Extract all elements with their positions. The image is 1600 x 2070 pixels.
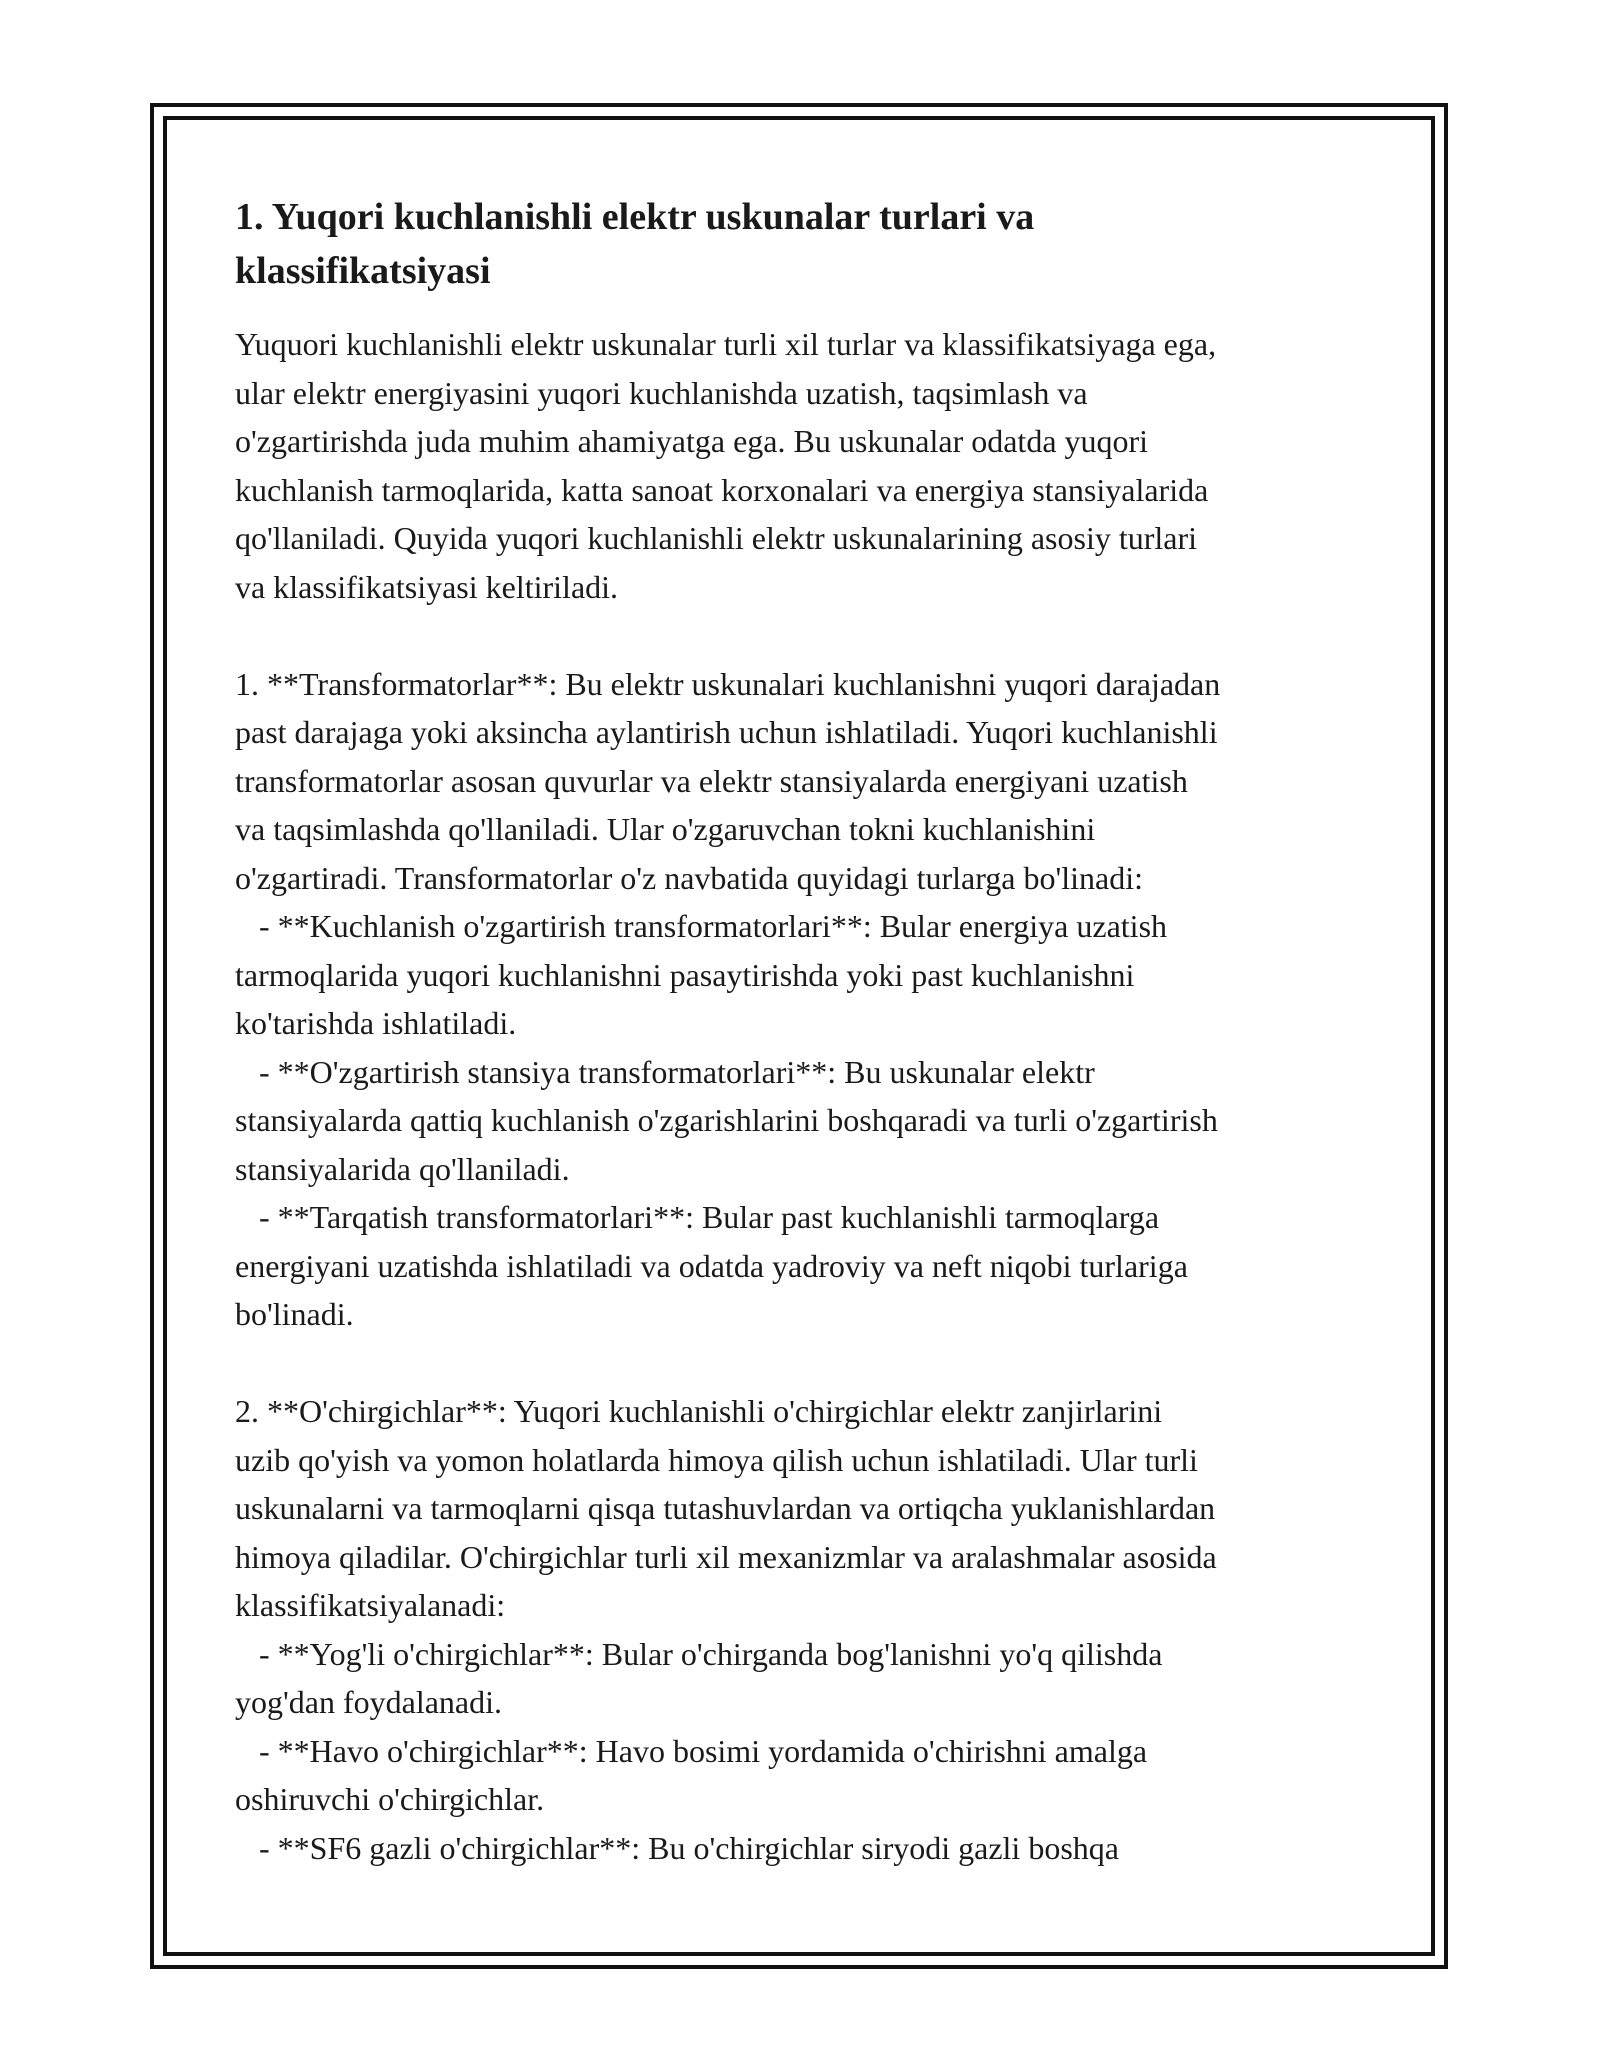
text-line: uskunalarni va tarmoqlarni qisqa tutashuvlardan va ortiqcha yuklanishlardan: [235, 1490, 1216, 1526]
list-item: [235, 1048, 1375, 1194]
heading-line: 1. Yuqori kuchlanishli elektr uskunalar turlari va: [235, 196, 1035, 238]
text-line: oshiruvchi o'chirgichlar.: [235, 1781, 545, 1817]
paragraph-spacer: [235, 1339, 1375, 1388]
text-line: va klassifikatsiyasi keltiriladi.: [235, 568, 619, 605]
text-line: yog'dan foydalanadi.: [235, 1684, 503, 1720]
text-line: va taqsimlashda qo'llaniladi. Ular o'zgaruvchan tokni kuchlanishini: [235, 811, 1096, 847]
bullet-line: - **O'zgartirish stansiya transformatorlari**: Bu uskunalar elektr: [259, 1053, 1095, 1090]
text-line: o'zgartirishda juda muhim ahamiyatga ega. Bu uskunalar odatda yuqori: [235, 423, 1149, 459]
text-line: transformatorlar asosan quvurlar va elektr stansiyalarda energiyani uzatish: [235, 762, 1188, 799]
text-line: uzib qo'yish va yomon holatlarda himoya qilish uchun ishlatiladi. Ular turli: [235, 1441, 1198, 1478]
section-heading: [235, 190, 1375, 298]
document-body: [235, 190, 1375, 1872]
list-item: [235, 1630, 1375, 1727]
heading-line: klassifikatsiyasi: [235, 250, 491, 292]
text-line: klassifikatsiyalanadi:: [235, 1587, 506, 1623]
list-item: [235, 1824, 1375, 1873]
list-item: [235, 902, 1375, 1048]
text-line: past darajaga yoki aksincha aylantirish uchun ishlatiladi. Yuqori kuchlanishli: [235, 714, 1218, 750]
list-item: [235, 1727, 1375, 1824]
text-line: Yuquori kuchlanishli elektr uskunalar turli xil turlar va klassifikatsiyaga ega,: [235, 326, 1217, 362]
text-line: tarmoqlarida yuqori kuchlanishni pasaytirishda yoki past kuchlanishni: [235, 956, 1135, 993]
intro-paragraph: [235, 320, 1375, 611]
text-line: himoya qiladilar. O'chirgichlar turli xil mexanizmlar va aralashmalar asosida: [235, 1538, 1217, 1575]
text-line: ko'tarishda ishlatiladi.: [235, 1005, 517, 1041]
text-line: o'zgartiradi. Transformatorlar o'z navbatida quyidagi turlarga bo'linadi:: [235, 859, 1144, 896]
transformers-section: [235, 660, 1375, 1339]
bullet-line: - **Kuchlanish o'zgartirish transformatorlari**: Bular energiya uzatish: [259, 908, 1168, 944]
text-line: qo'llaniladi. Quyida yuqori kuchlanishli elektr uskunalarining asosiy turlari: [235, 520, 1198, 556]
list-item: [235, 1193, 1375, 1339]
breakers-section: [235, 1387, 1375, 1872]
text-line: bo'linadi.: [235, 1296, 354, 1332]
bullet-line: - **Tarqatish transformatorlari**: Bular past kuchlanishli tarmoqlarga: [259, 1199, 1160, 1235]
bullet-line: - **Havo o'chirgichlar**: Havo bosimi yordamida o'chirishni amalga: [259, 1732, 1148, 1769]
text-line: stansiyalarda qattiq kuchlanish o'zgarishlarini boshqaradi va turli o'zgartirish: [235, 1102, 1218, 1138]
text-line: kuchlanish tarmoqlarida, katta sanoat korxonalari va energiya stansiyalarida: [235, 471, 1209, 508]
paragraph-spacer: [235, 611, 1375, 660]
text-line: ular elektr energiyasini yuqori kuchlanishda uzatish, taqsimlash va: [235, 374, 1088, 411]
text-line: 2. **O'chirgichlar**: Yuqori kuchlanishli o'chirgichlar elektr zanjirlarini: [235, 1393, 1163, 1429]
text-line: energiyani uzatishda ishlatiladi va odatda yadroviy va neft niqobi turlariga: [235, 1247, 1188, 1284]
bullet-line: - **Yog'li o'chirgichlar**: Bular o'chirganda bog'lanishni yo'q qilishda: [259, 1635, 1163, 1672]
text-line: 1. **Transformatorlar**: Bu elektr uskunalari kuchlanishni yuqori darajadan: [235, 665, 1221, 702]
text-line: stansiyalarida qo'llaniladi.: [235, 1150, 570, 1187]
bullet-line: - **SF6 gazli o'chirgichlar**: Bu o'chirgichlar siryodi gazli boshqa: [259, 1829, 1119, 1866]
